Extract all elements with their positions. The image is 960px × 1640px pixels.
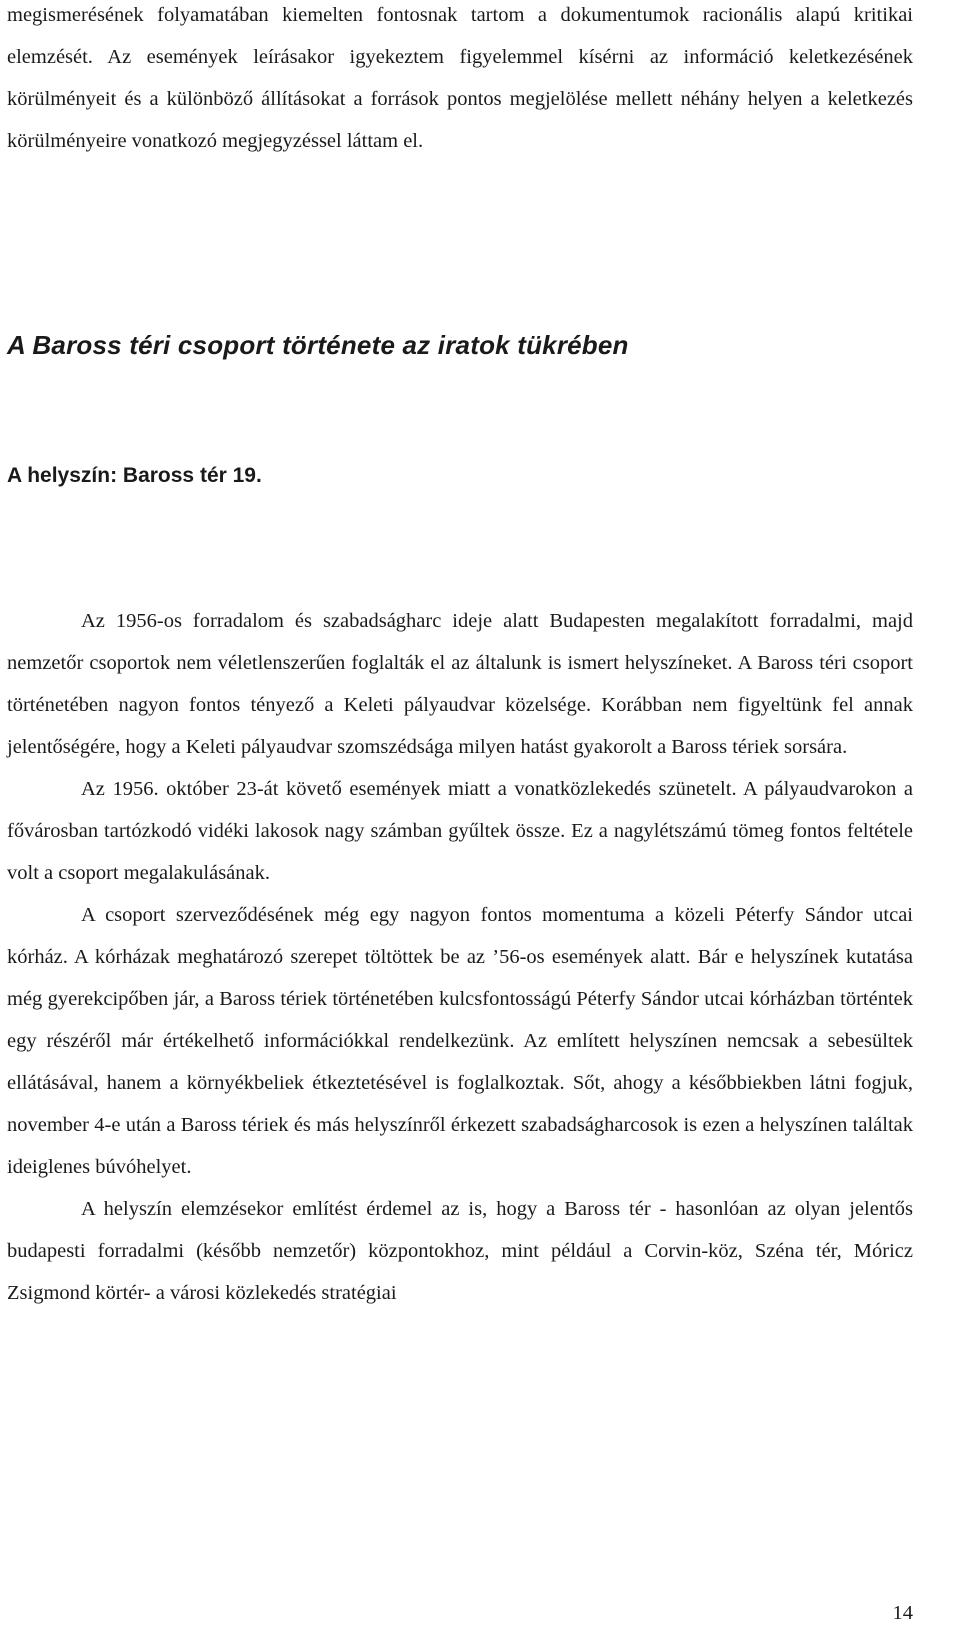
body-paragraph-1: Az 1956-os forradalom és szabadságharc ideje alatt Budapesten megalakított forradalmi, majd nemzetőr csoportok nem véletlenszerűen foglalták el az általunk is ismert helyszíneket. A Baross téri csoport történetében nagyon fontos tényező a Keleti pályaudvar közelsége. Korábban nem figyeltünk fel annak jelentőségére, hogy a Keleti pályaudvar szomszédsága milyen hatást gyakorolt a Baross tériek sorsára.: [7, 610, 913, 758]
body-text: [7, 600, 913, 1314]
intro-paragraph: megismerésének folyamatában kiemelten fontosnak tartom a dokumentumok racionális alapú kritikai elemzését. Az események leírásakor igyekeztem figyelemmel kísérni az információ keletkezésének körülményeit és a különböző állításokat a források pontos megjelölése mellett néhány helyen a keletkezés körülményeire vonatkozó megjegyzéssel láttam el.: [7, 4, 913, 152]
chapter-title: A Baross téri csoport története az iratok tükrében: [7, 330, 629, 360]
intro-text: [7, 0, 913, 162]
body-paragraph-4: A helyszín elemzésekor említést érdemel az is, hogy a Baross tér - hasonlóan az olyan jelentős budapesti forradalmi (később nemzetőr) központokhoz, mint például a Corvin-köz, Széna tér, Móricz Zsigmond körtér- a városi közlekedés stratégiai: [7, 1198, 913, 1304]
document-page: [7, 0, 913, 1640]
section-title: A helyszín: Baross tér 19.: [7, 464, 262, 487]
body-paragraph-2: Az 1956. október 23-át követő események miatt a vonatközlekedés szünetelt. A pályaudvarokon a fővárosban tartózkodó vidéki lakosok nagy számban gyűltek össze. Ez a nagylétszámú tömeg fontos feltétele volt a csoport megalakulásának.: [7, 778, 913, 884]
page-number: 14: [892, 1602, 913, 1624]
body-paragraph-3: A csoport szerveződésének még egy nagyon fontos momentuma a közeli Péterfy Sándor utcai kórház. A kórházak meghatározó szerepet töltöttek be az ’56-os események alatt. Bár e helyszínek kutatása még gyerekcipőben jár, a Baross tériek történetében kulcsfontosságú Péterfy Sándor utcai kórházban történtek egy részéről már értékelhető információkkal rendelkezünk. Az említett helyszínen nemcsak a sebesültek ellátásával, hanem a környékbeliek étkeztetésével is foglalkoztak. Sőt, ahogy a későbbiekben látni fogjuk, november 4-e után a Baross tériek és más helyszínről érkezett szabadságharcosok is ezen a helyszínen találtak ideiglenes búvóhelyet.: [7, 904, 913, 1178]
